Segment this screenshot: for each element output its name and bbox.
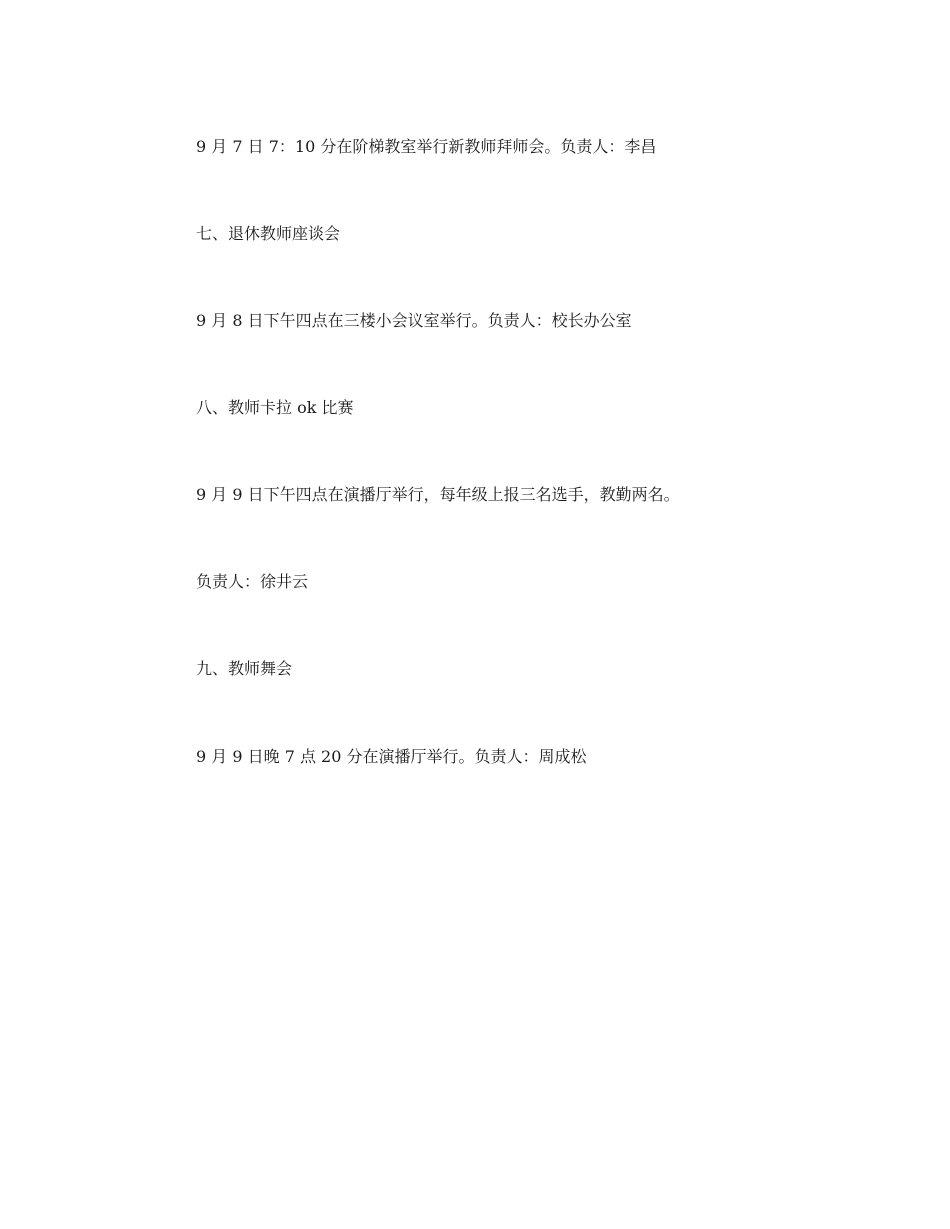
- paragraph-retired-teachers-forum: 9 月 8 日下午四点在三楼小会议室举行。负责人：校长办公室: [196, 311, 632, 330]
- paragraph-karaoke-responsible: 负责人：徐井云: [196, 572, 309, 591]
- heading-teacher-dance: 九、教师舞会: [196, 659, 293, 678]
- paragraph-teacher-dance: 9 月 9 日晚 7 点 20 分在演播厅举行。负责人：周成松: [196, 747, 587, 766]
- heading-retired-teachers-forum: 七、退休教师座谈会: [196, 224, 341, 243]
- paragraph-teacher-mentor-meeting: 9 月 7 日 7：10 分在阶梯教室举行新教师拜师会。负责人：李昌: [196, 137, 657, 156]
- heading-karaoke-contest: 八、教师卡拉 ok 比赛: [196, 398, 354, 417]
- paragraph-karaoke-contest: 9 月 9 日下午四点在演播厅举行，每年级上报三名选手，教勤两名。: [196, 485, 680, 504]
